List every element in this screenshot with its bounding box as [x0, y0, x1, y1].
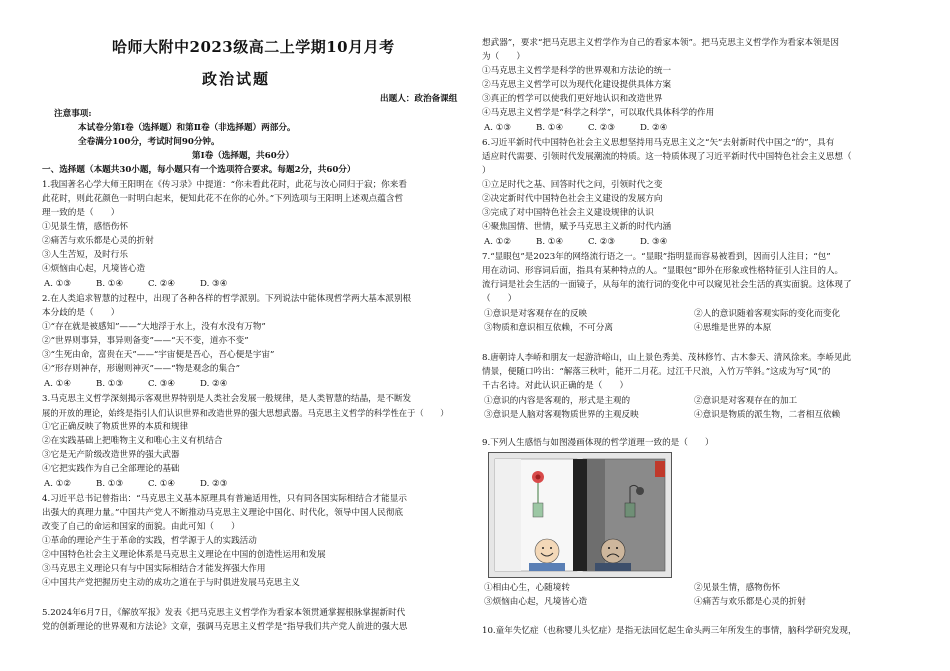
option: B. ①③ — [96, 479, 124, 489]
question-text: 1.我国著名心学大师王阳明在《传习录》中提道：“你未看此花时，此花与汝心同归于寂；你来看 — [42, 180, 407, 190]
statement: ④意识是物质的派生物，二者相互依赖 — [694, 410, 841, 420]
statement: ③真正的哲学可以使我们更好地认识和改造世界 — [482, 94, 663, 104]
question-text: 出强大的真理力量。”中国共产党人不断推动马克思主义理论中国化、时代化，领导中国人民彻底 — [42, 508, 404, 518]
statement: ④聚焦国情、世情，赋予马克思主义新的时代内涵 — [482, 222, 672, 232]
question-text: 理一致的是（ ） — [42, 208, 120, 218]
question-text: 党的创新理论的世界观和方法论》文章，强调马克思主义哲学是“指导我们共产党人前进的强大思 — [42, 622, 408, 632]
question-text: 10.童年失忆症（也称婴儿头忆症）是指无法回忆起生命头两三年所发生的事情，脑科学研究发现， — [482, 626, 857, 636]
statement: ②马克思主义哲学可以为现代化建设提供具体方案 — [482, 80, 672, 90]
option: C. ①④ — [148, 479, 176, 489]
statement: ②在实践基础上把唯物主义和唯心主义有机结合 — [42, 436, 223, 446]
statement: ②决定新时代中国特色社会主义建设的发展方向 — [482, 194, 663, 204]
notice-heading: 注意事项: — [54, 109, 92, 119]
option: D. ②④ — [200, 379, 228, 389]
statement: ①“存在就是被感知”——“大地浮于水上，没有水没有万物” — [42, 322, 266, 332]
question-text: 此花时，则此花颜色一时明白起来，便知此花不在你的心外。”下列选项与王阳明上述观点蕴含哲 — [42, 194, 404, 204]
question-text: 6.习近平新时代中国特色社会主义思想坚持用马克思主义之“矢”去射新时代中国之“的”，具有 — [482, 138, 835, 148]
statement: ④痛苦与欢乐都是心灵的折射 — [694, 597, 806, 607]
option: D. ③④ — [640, 237, 668, 247]
option: A. ①③ — [44, 279, 72, 289]
statement-pair — [484, 321, 904, 336]
statement-pair — [484, 394, 904, 409]
statement: ②中国特色社会主义理论体系是马克思主义理论在中国的创造性运用和发展 — [42, 550, 326, 560]
statement: ④中国共产党把握历史主动的成功之道在于与时俱进发展马克思主义 — [42, 578, 300, 588]
notice-item: 全卷满分100分，考试时间90分钟。 — [78, 137, 220, 147]
option: D. ②④ — [640, 123, 668, 133]
statement: ③意识是人脑对客观物质世界的主观反映 — [484, 410, 639, 420]
option: B. ①④ — [536, 237, 564, 247]
statement: ③物质和意识相互依赖，不可分离 — [484, 323, 613, 333]
author-line: 出题人：政治备课组 — [380, 94, 458, 104]
option: B. ①④ — [96, 279, 124, 289]
part1-heading: 第Ⅰ卷（选择题，共60分） — [192, 151, 294, 161]
statement: ④思维是世界的本原 — [694, 323, 772, 333]
statement: ①马克思主义哲学是科学的世界观和方法论的统一 — [482, 66, 672, 76]
notice-item: 本试卷分第Ⅰ卷（选择题）和第Ⅱ卷（非选择题）两部分。 — [78, 123, 296, 133]
question-text: 改变了自己的命运和国家的面貌。由此可知（ ） — [42, 522, 240, 532]
question-text: 3.马克思主义哲学深刻揭示客观世界特别是人类社会发展一般规律，是人类智慧的结晶，是不断发 — [42, 394, 412, 404]
statement: ④烦恼由心起，凡境皆心造 — [42, 264, 146, 274]
statement-pair — [484, 595, 904, 610]
statement: ①意识的内容是客观的，形式是主观的 — [484, 396, 631, 406]
statement: ①革命的理论产生于革命的实践，哲学源于人的实践活动 — [42, 536, 257, 546]
option: D. ②③ — [200, 479, 228, 489]
statement: ①见景生情，感悟伤怀 — [42, 222, 128, 232]
statement-pair — [484, 581, 904, 596]
option: C. ②③ — [588, 237, 616, 247]
option: D. ③④ — [200, 279, 228, 289]
statement: ③它是无产阶级改造世界的强大武器 — [42, 450, 180, 460]
question-text: 2.在人类追求智慧的过程中，出现了各种各样的哲学派别。下列说法中能体现哲学两大基本派别根 — [42, 294, 412, 304]
statement: ②人的意识随着客观实际的变化而变化 — [694, 309, 841, 319]
statement: ④它把实践作为自己全部理论的基础 — [42, 464, 180, 474]
option: A. ①④ — [44, 379, 72, 389]
option: B. ①③ — [96, 379, 124, 389]
exam-subtitle: 政治试题 — [202, 70, 271, 88]
statement-pair — [484, 408, 904, 423]
statement: ①意识是对客观存在的反映 — [484, 309, 588, 319]
option: A. ①② — [44, 479, 72, 489]
question-text: 9.下列人生感悟与如图漫画体现的哲学道理一致的是（ ） — [482, 438, 714, 448]
option: A. ①③ — [484, 123, 512, 133]
statement: ①它正确反映了物质世界的本质和规律 — [42, 422, 189, 432]
option: C. ②④ — [148, 279, 176, 289]
cartoon-image — [488, 452, 672, 578]
answer-options — [44, 477, 227, 492]
statement: ③“生死由命，富贵在天”——“宇宙便是吾心，吾心便是宇宙” — [42, 350, 275, 360]
question-text: 情景，便随口吟出：“解落三秋叶，能开二月花。过江千尺浪，入竹万竿斜。”这成为写“风”的 — [482, 367, 831, 377]
statement-pair — [484, 307, 904, 322]
question-text: （ ） — [482, 294, 517, 304]
question-text: 5.2024年6月7日，《解放军报》发表《把马克思主义哲学作为看家本领贯通掌握根脉掌握新时代 — [42, 608, 406, 618]
exam-title: 哈师大附中2023级高二上学期10月月考 — [112, 38, 395, 56]
statement: ③完成了对中国特色社会主义建设规律的认识 — [482, 208, 654, 218]
statement: ③烦恼由心起，凡境皆心造 — [484, 597, 588, 607]
question-text: 为（ ） — [482, 52, 525, 62]
statement: ①相由心生，心随境转 — [484, 583, 570, 593]
statement: ②见景生情，感物伤怀 — [694, 583, 780, 593]
statement: ③马克思主义理论只有与中国实际相结合才能发挥强大作用 — [42, 564, 266, 574]
option: C. ②③ — [588, 123, 616, 133]
statement: ②痛苦与欢乐都是心灵的折射 — [42, 236, 154, 246]
option: B. ①④ — [536, 123, 564, 133]
question-text: 展的开放的理论，始终是指引人们认识世界和改造世界的强大思想武器。马克思主义哲学的科学性在于（ ） — [42, 408, 449, 418]
answer-options — [44, 377, 227, 392]
answer-options — [44, 277, 227, 292]
statement: ③人生苦短，及时行乐 — [42, 250, 128, 260]
answer-options — [44, 591, 200, 606]
option: A. ①② — [484, 237, 512, 247]
question-text: 8.唐朝诗人李峤和朋友一起游浒峪山，山上景色秀美、茂林修竹、古木参天、清风徐来。李峤见此 — [482, 353, 852, 363]
answer-options — [484, 121, 667, 136]
question-text: 用在动词、形容词后面，指具有某种特点的人。“显眼包”即外在形象或性格特征引人注目的人。 — [482, 266, 844, 276]
question-text: 适应时代需要、引领时代发展潮流的特质。这一特质体现了习近平新时代中国特色社会主义思想（ — [482, 152, 852, 162]
question-text: 流行词是社会生活的一面镜子，从每年的流行词的变化中可以窥见社会生活的真实面貌。这体现了 — [482, 280, 852, 290]
statement: ②意识是对客观存在的加工 — [694, 396, 798, 406]
answer-options — [484, 235, 667, 250]
question-text: 千古名诗。对此认识正确的是（ ） — [482, 381, 629, 391]
statement: ④马克思主义哲学是“科学之科学”，可以取代具体科学的作用 — [482, 108, 715, 118]
question-text: 4.习近平总书记曾指出：“马克思主义基本原理具有普遍适用性，只有同各国实际相结合才能显示 — [42, 494, 407, 504]
statement: ①立足时代之基、回答时代之问，引领时代之变 — [482, 180, 663, 190]
question-text: ） — [482, 166, 491, 176]
question-text: 想武器”，要求“把马克思主义哲学作为自己的看家本领”。把马克思主义哲学作为看家本领是因 — [482, 38, 839, 48]
statement: ②“世界则事异，事异则备变”——“天不变，道亦不变” — [42, 336, 249, 346]
question-text: 本分歧的是（ ） — [42, 308, 120, 318]
option: C. ③④ — [148, 379, 176, 389]
question-text: 7.“显眼包”是2023年的网络流行语之一。“显眼”指明显而容易被看到，因而引人注目；“包” — [482, 252, 831, 262]
cartoon-drawing — [489, 453, 671, 577]
statement: ④“形存则神存，形谢则神灭”——“物是观念的集合” — [42, 364, 241, 374]
section-heading: 一、选择题（本题共30小题，每小题只有一个选项符合要求。每题2分，共60分） — [42, 165, 356, 175]
